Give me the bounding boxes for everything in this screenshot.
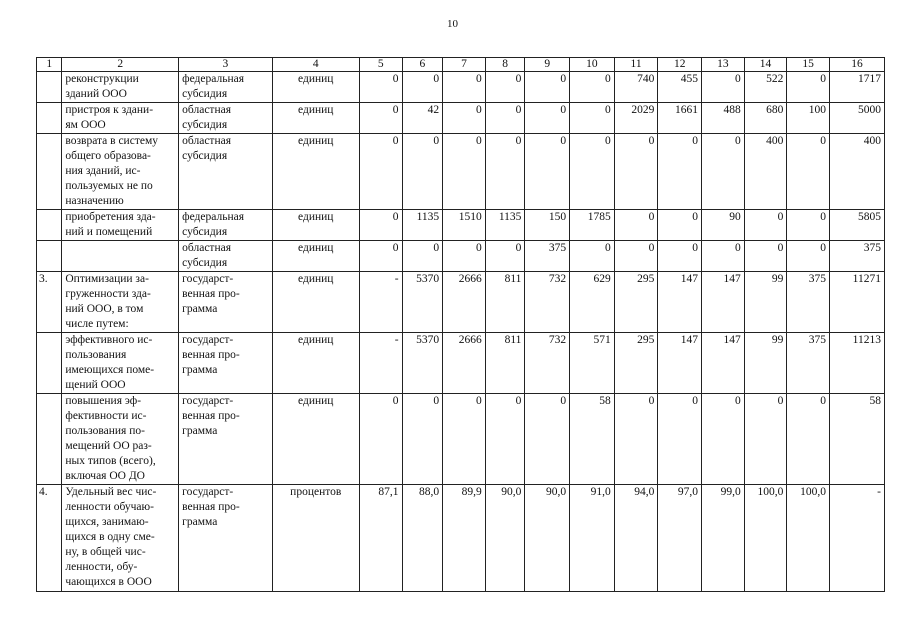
column-header: 4 (272, 58, 359, 72)
value-cell: 0 (787, 241, 830, 272)
value-cell: 0 (658, 241, 702, 272)
value-cell: 0 (359, 72, 402, 103)
value-cell: 5370 (402, 333, 443, 394)
value-cell: 0 (359, 210, 402, 241)
unit-cell: единиц (272, 103, 359, 134)
value-cell: 0 (702, 394, 745, 485)
unit-cell: единиц (272, 241, 359, 272)
row-number-cell: 3. (37, 272, 62, 333)
table-row (37, 210, 885, 241)
indicator-name-cell: пристроя к здани- ям ООО (62, 103, 179, 134)
column-header: 6 (402, 58, 443, 72)
column-header: 2 (62, 58, 179, 72)
value-cell: 88,0 (402, 485, 443, 592)
column-header: 11 (614, 58, 658, 72)
column-header: 3 (179, 58, 272, 72)
value-cell: 90,0 (525, 485, 570, 592)
value-cell: 100 (787, 103, 830, 134)
value-cell: 0 (485, 241, 525, 272)
value-cell: 58 (829, 394, 884, 485)
value-cell: 0 (485, 394, 525, 485)
unit-cell: единиц (272, 272, 359, 333)
value-cell: 147 (702, 272, 745, 333)
column-header: 9 (525, 58, 570, 72)
value-cell: 0 (658, 394, 702, 485)
value-cell: - (359, 272, 402, 333)
value-cell: 375 (787, 333, 830, 394)
unit-cell: единиц (272, 394, 359, 485)
value-cell: 1717 (829, 72, 884, 103)
value-cell: - (829, 485, 884, 592)
value-cell: 732 (525, 272, 570, 333)
value-cell: 0 (443, 394, 486, 485)
unit-cell: единиц (272, 72, 359, 103)
value-cell: 0 (658, 134, 702, 210)
value-cell: 571 (570, 333, 615, 394)
value-cell: 0 (525, 103, 570, 134)
value-cell: 295 (614, 333, 658, 394)
page-number: 10 (447, 18, 458, 30)
row-number-cell (37, 72, 62, 103)
funding-source-cell: областная субсидия (179, 103, 272, 134)
table-row (37, 241, 885, 272)
row-number-cell (37, 134, 62, 210)
table-row (37, 485, 885, 592)
value-cell: 0 (485, 134, 525, 210)
indicator-name-cell: эффективного ис- пользования имеющихся поме- щений ООО (62, 333, 179, 394)
value-cell: 1510 (443, 210, 486, 241)
value-cell: 740 (614, 72, 658, 103)
value-cell: 0 (525, 394, 570, 485)
value-cell: 5370 (402, 272, 443, 333)
value-cell: 0 (744, 210, 787, 241)
table-row (37, 134, 885, 210)
indicator-name-cell: приобретения зда- ний и помещений (62, 210, 179, 241)
column-header: 7 (443, 58, 486, 72)
value-cell: 2666 (443, 272, 486, 333)
value-cell: 680 (744, 103, 787, 134)
unit-cell: единиц (272, 134, 359, 210)
value-cell: 150 (525, 210, 570, 241)
value-cell: 0 (614, 241, 658, 272)
column-header: 13 (702, 58, 745, 72)
funding-source-cell: государст- венная про- грамма (179, 394, 272, 485)
funding-source-cell: федеральная субсидия (179, 72, 272, 103)
value-cell: 100,0 (787, 485, 830, 592)
column-header: 8 (485, 58, 525, 72)
indicator-name-cell: повышения эф- фективности ис- пользования по- мещений ОО раз- ных типов (всего), включая ОО ДО (62, 394, 179, 485)
value-cell: 0 (744, 394, 787, 485)
value-cell: 1785 (570, 210, 615, 241)
value-cell: 0 (443, 134, 486, 210)
value-cell: 0 (359, 241, 402, 272)
value-cell: 0 (359, 394, 402, 485)
value-cell: 0 (485, 72, 525, 103)
value-cell: 0 (614, 210, 658, 241)
value-cell: 0 (787, 394, 830, 485)
table-row (37, 333, 885, 394)
value-cell: 400 (744, 134, 787, 210)
unit-cell: процентов (272, 485, 359, 592)
value-cell: 2029 (614, 103, 658, 134)
row-number-cell (37, 333, 62, 394)
value-cell: 91,0 (570, 485, 615, 592)
indicator-name-cell: Удельный вес чис- ленности обучаю- щихся, занимаю- щихся в одну сме- ну, в общей чис- ленности, обу- чающихся в ООО (62, 485, 179, 592)
value-cell: 811 (485, 333, 525, 394)
value-cell: 0 (570, 241, 615, 272)
value-cell: 0 (658, 210, 702, 241)
column-header: 14 (744, 58, 787, 72)
value-cell: 1135 (402, 210, 443, 241)
value-cell: 0 (359, 103, 402, 134)
value-cell: 97,0 (658, 485, 702, 592)
value-cell: 11271 (829, 272, 884, 333)
value-cell: 0 (485, 103, 525, 134)
value-cell: 2666 (443, 333, 486, 394)
column-header: 5 (359, 58, 402, 72)
value-cell: 629 (570, 272, 615, 333)
value-cell: 90,0 (485, 485, 525, 592)
value-cell: 0 (702, 241, 745, 272)
value-cell: 147 (658, 333, 702, 394)
value-cell: 58 (570, 394, 615, 485)
value-cell: 375 (787, 272, 830, 333)
indicator-name-cell: Оптимизации за- груженности зда- ний ООО, в том числе путем: (62, 272, 179, 333)
row-number-cell (37, 241, 62, 272)
value-cell: 11213 (829, 333, 884, 394)
value-cell: 99,0 (702, 485, 745, 592)
funding-source-cell: областная субсидия (179, 134, 272, 210)
value-cell: 147 (702, 333, 745, 394)
unit-cell: единиц (272, 333, 359, 394)
indicator-name-cell: реконструкции зданий ООО (62, 72, 179, 103)
value-cell: 295 (614, 272, 658, 333)
value-cell: 0 (402, 72, 443, 103)
value-cell: 0 (614, 134, 658, 210)
indicator-name-cell: возврата в систему общего образова- ния зданий, ис- пользуемых не по назначению (62, 134, 179, 210)
value-cell: 0 (443, 103, 486, 134)
row-number-cell (37, 210, 62, 241)
row-number-cell (37, 394, 62, 485)
value-cell: 99 (744, 333, 787, 394)
column-header: 1 (37, 58, 62, 72)
column-header: 16 (829, 58, 884, 72)
value-cell: 488 (702, 103, 745, 134)
funding-source-cell: государст- венная про- грамма (179, 333, 272, 394)
table-row (37, 272, 885, 333)
value-cell: 94,0 (614, 485, 658, 592)
row-number-cell (37, 103, 62, 134)
value-cell: 147 (658, 272, 702, 333)
row-number-cell: 4. (37, 485, 62, 592)
funding-source-cell: областная субсидия (179, 241, 272, 272)
funding-source-cell: федеральная субсидия (179, 210, 272, 241)
column-header: 10 (570, 58, 615, 72)
value-cell: 0 (525, 134, 570, 210)
value-cell: 0 (525, 72, 570, 103)
value-cell: 0 (402, 394, 443, 485)
table-row (37, 103, 885, 134)
indicator-name-cell (62, 241, 179, 272)
value-cell: 0 (787, 134, 830, 210)
table-row (37, 72, 885, 103)
value-cell: 0 (359, 134, 402, 210)
value-cell: 42 (402, 103, 443, 134)
value-cell: - (359, 333, 402, 394)
value-cell: 0 (787, 210, 830, 241)
value-cell: 100,0 (744, 485, 787, 592)
table-row (37, 394, 885, 485)
value-cell: 99 (744, 272, 787, 333)
value-cell: 811 (485, 272, 525, 333)
value-cell: 0 (702, 72, 745, 103)
value-cell: 0 (443, 241, 486, 272)
value-cell: 375 (829, 241, 884, 272)
value-cell: 0 (402, 241, 443, 272)
value-cell: 455 (658, 72, 702, 103)
value-cell: 0 (443, 72, 486, 103)
value-cell: 5805 (829, 210, 884, 241)
value-cell: 1661 (658, 103, 702, 134)
value-cell: 0 (570, 103, 615, 134)
value-cell: 1135 (485, 210, 525, 241)
data-table (36, 57, 885, 592)
value-cell: 0 (402, 134, 443, 210)
value-cell: 375 (525, 241, 570, 272)
value-cell: 0 (787, 72, 830, 103)
value-cell: 732 (525, 333, 570, 394)
table-header-row (37, 58, 885, 72)
value-cell: 0 (744, 241, 787, 272)
value-cell: 89,9 (443, 485, 486, 592)
value-cell: 0 (614, 394, 658, 485)
column-header: 12 (658, 58, 702, 72)
value-cell: 87,1 (359, 485, 402, 592)
value-cell: 5000 (829, 103, 884, 134)
unit-cell: единиц (272, 210, 359, 241)
value-cell: 400 (829, 134, 884, 210)
value-cell: 0 (702, 134, 745, 210)
value-cell: 0 (570, 134, 615, 210)
funding-source-cell: государст- венная про- грамма (179, 272, 272, 333)
value-cell: 0 (570, 72, 615, 103)
funding-source-cell: государст- венная про- грамма (179, 485, 272, 592)
value-cell: 90 (702, 210, 745, 241)
column-header: 15 (787, 58, 830, 72)
value-cell: 522 (744, 72, 787, 103)
